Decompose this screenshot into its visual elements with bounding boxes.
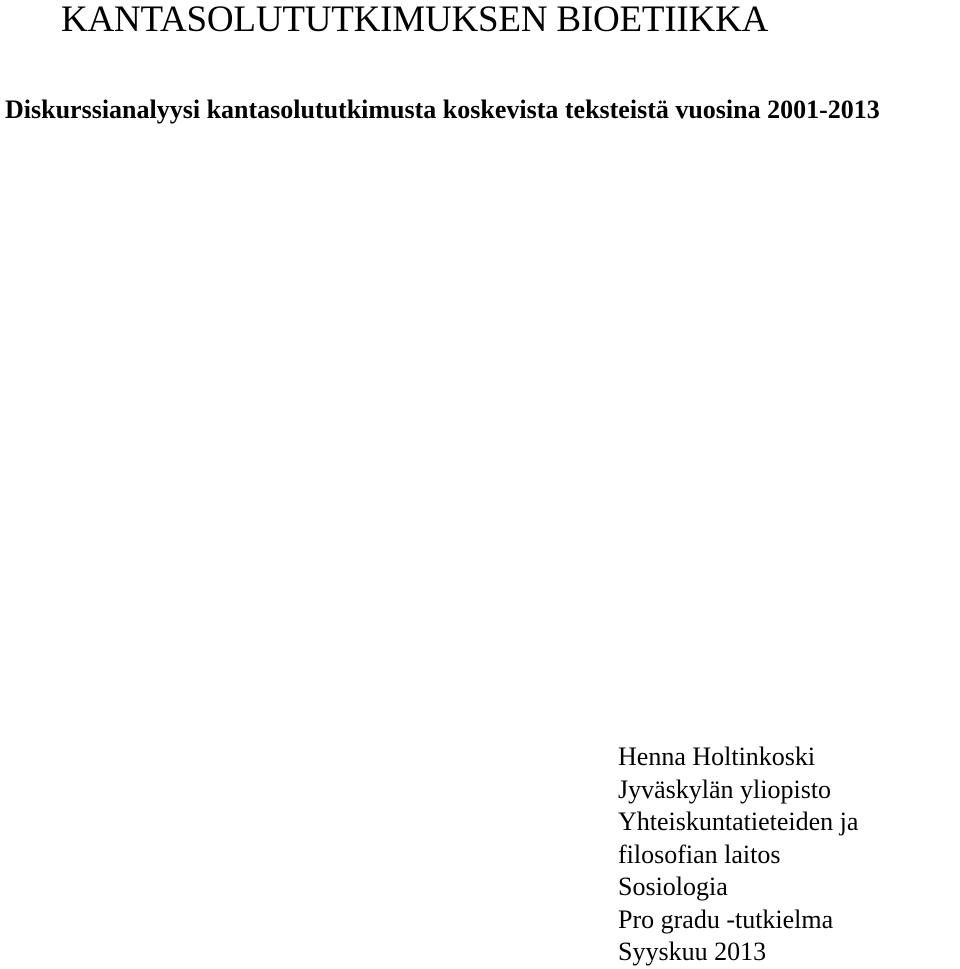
document-title: KANTASOLUTUTKIMUKSEN BIOETIIKKA [61,0,769,40]
document-subtitle: Diskurssianalyysi kantasolututkimusta koskevista teksteistä vuosina 2001-2013 [5,95,880,124]
author-name: Henna Holtinkoski [618,742,816,771]
date: Syyskuu 2013 [618,937,767,966]
department-line-2: filosofian laitos [618,839,781,869]
discipline: Sosiologia [618,872,728,901]
department-line-1: Yhteiskuntatieteiden ja [618,807,859,836]
university-name: Jyväskylän yliopisto [618,774,832,804]
author-info-block [618,741,858,969]
thesis-type: Pro gradu -tutkielma [618,904,834,934]
